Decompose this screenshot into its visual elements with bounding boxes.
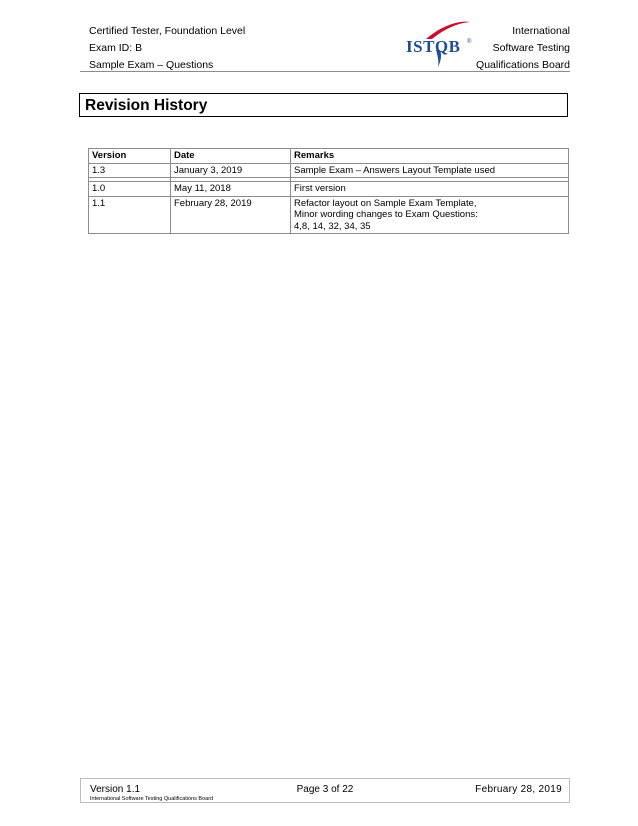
header-right [476,23,570,74]
cell-version: 1.3 [89,163,171,178]
logo-wordmark: ISTQB [406,37,461,56]
header-org-line-2: Software Testing [492,42,570,54]
header-divider [80,71,570,72]
table-row [89,163,569,178]
table-row [89,182,569,197]
cell-remarks [291,163,569,178]
remark-line: 4,8, 14, 32, 34, 35 [294,220,371,232]
remark-line: First version [294,183,346,194]
header-left [89,23,245,74]
cell-date: February 28, 2019 [171,196,291,234]
remark-line: Sample Exam – Answers Layout Template used [294,164,496,176]
table-header-row [89,149,569,164]
column-header-remarks: Remarks [291,149,569,164]
page-footer [80,778,570,803]
footer-version: Version 1.1 [90,784,141,795]
cell-date: May 11, 2018 [171,182,291,197]
remark-line: Minor wording changes to Exam Questions: [294,209,478,220]
column-header-date: Date [171,149,291,164]
revision-history-table [88,148,569,234]
istqb-logo [402,19,474,69]
header-doc-type: Sample Exam – Questions [89,59,214,71]
footer-date: February 28, 2019 [475,784,562,795]
section-title: Revision History [85,97,208,114]
cell-version: 1.0 [89,182,171,197]
cell-remarks [291,182,569,197]
logo-registered-mark: ® [467,39,472,45]
column-header-version: Version [89,149,171,164]
header-cert-title: Certified Tester, Foundation Level [89,25,246,37]
cell-version: 1.1 [89,196,171,234]
cell-remarks [291,196,569,234]
footer-org: International Software Testing Qualifications Board [90,796,214,802]
remark-line: Refactor layout on Sample Exam Template, [294,197,477,209]
header-exam-id: Exam ID: B [89,42,143,54]
header-org-line-3: Qualifications Board [476,59,570,71]
footer-page-number: Page 3 of 22 [296,784,354,795]
section-heading-box [79,93,568,117]
header-org-line-1: International [512,25,570,37]
table-row [89,196,569,234]
cell-date: January 3, 2019 [171,163,291,178]
